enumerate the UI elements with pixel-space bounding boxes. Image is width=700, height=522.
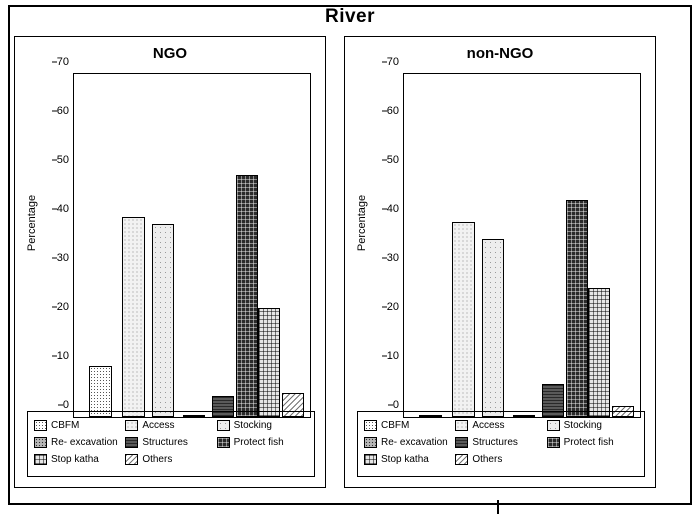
y-tick-0: 0 [393,399,404,411]
legend-item-others [455,451,546,468]
legend-item-reexcavation [34,434,125,451]
bars-ngo [74,74,310,417]
y-axis-label-non-ngo: Percentage [356,194,368,252]
plot-area-ngo [56,56,311,418]
y-tick-50: 50 [387,154,404,166]
legend-non-ngo [357,411,645,477]
legend-item-stocking [217,417,308,434]
legend-swatch-cbfm-icon [364,420,377,431]
page-artifact-mark [497,500,499,514]
y-tick-40: 40 [57,203,74,215]
y-tick-60: 60 [387,105,404,117]
panel-non-ngo [344,36,656,488]
legend-label-protectfish: Protect fish [233,436,284,448]
legend-label-stopkatha: Stop katha [381,453,429,465]
legend-label-others: Others [142,453,173,465]
bar-stocking [482,239,504,417]
legend-swatch-access-icon [125,420,138,431]
y-tick-50: 50 [57,154,74,166]
legend-swatch-protectfish-icon [547,437,560,448]
legend-label-access: Access [142,419,175,431]
bar-protectfish [566,200,588,417]
plot-area-non-ngo [386,56,641,418]
legend-item-others [125,451,216,468]
legend-swatch-stocking-icon [217,420,230,431]
bar-stopkatha [588,288,610,417]
y-tick-20: 20 [387,301,404,313]
panel-ngo [14,36,326,488]
legend-swatch-structures-icon [455,437,468,448]
y-tick-0: 0 [63,399,74,411]
y-tick-20: 20 [57,301,74,313]
bar-stocking [152,224,174,417]
y-tick-10: 10 [57,350,74,362]
legend-label-access: Access [472,419,505,431]
legend-swatch-reexcavation-icon [34,437,47,448]
legend-label-structures: Structures [142,436,188,448]
legend-swatch-stocking-icon [547,420,560,431]
legend-label-structures: Structures [472,436,518,448]
legend-label-stocking: Stocking [233,419,272,431]
y-axis-label-ngo: Percentage [26,194,38,252]
legend-swatch-structures-icon [125,437,138,448]
legend-item-access [125,417,216,434]
legend-label-stopkatha: Stop katha [51,453,99,465]
legend-ngo [27,411,315,477]
legend-label-others: Others [472,453,503,465]
bar-cbfm [89,366,111,417]
legend-item-reexcavation [364,434,455,451]
y-tick-30: 30 [57,252,74,264]
y-tick-70: 70 [387,56,404,68]
plot-wrap-non-ngo [345,56,657,435]
legend-swatch-reexcavation-icon [364,437,377,448]
legend-item-cbfm [34,417,125,434]
legend-label-cbfm: CBFM [381,419,410,431]
bar-protectfish [236,175,258,418]
y-tick-70: 70 [57,56,74,68]
legend-swatch-cbfm-icon [34,420,47,431]
legend-swatch-others-icon [455,454,468,465]
panel-container [14,36,666,488]
legend-label-reexcavation: Re- excavation [51,436,118,448]
legend-swatch-access-icon [455,420,468,431]
bar-access [122,217,144,417]
legend-swatch-stopkatha-icon [364,454,377,465]
legend-swatch-stopkatha-icon [34,454,47,465]
panel-title-non-ngo: non-NGO [466,45,534,62]
panel-title-ngo: NGO [152,45,188,62]
legend-label-protectfish: Protect fish [563,436,614,448]
legend-item-access [455,417,546,434]
figure-title: River [324,6,376,27]
y-tick-10: 10 [387,350,404,362]
legend-item-structures [125,434,216,451]
legend-swatch-protectfish-icon [217,437,230,448]
legend-swatch-others-icon [125,454,138,465]
legend-item-structures [455,434,546,451]
bars-non-ngo [404,74,640,417]
legend-item-stopkatha [364,451,455,468]
y-tick-40: 40 [387,203,404,215]
legend-label-reexcavation: Re- excavation [381,436,448,448]
legend-item-protectfish [547,434,638,451]
bar-stopkatha [258,308,280,417]
legend-item-cbfm [364,417,455,434]
legend-item-protectfish [217,434,308,451]
y-tick-60: 60 [57,105,74,117]
bar-access [452,222,474,418]
legend-label-cbfm: CBFM [51,419,80,431]
legend-label-stocking: Stocking [563,419,602,431]
legend-item-stocking [547,417,638,434]
plot-wrap-ngo [15,56,327,435]
y-tick-30: 30 [387,252,404,264]
legend-item-stopkatha [34,451,125,468]
